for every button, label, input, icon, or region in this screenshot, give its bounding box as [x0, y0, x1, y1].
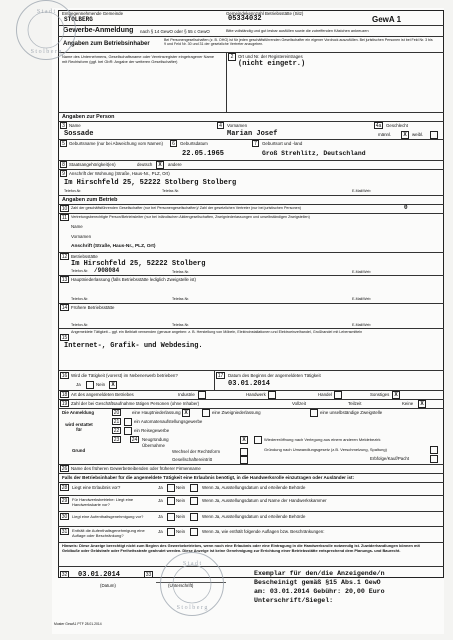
key-value: 05334032 — [228, 15, 262, 23]
q30-nein-checkbox[interactable] — [190, 513, 198, 521]
exemplar-line: Exemplar für den/die Anzeigende/n — [254, 570, 385, 577]
person-heading: Angaben zur Person — [62, 114, 115, 120]
key-label: Gemeindekennzahl Betriebsstätte (Sitz) — [226, 11, 304, 16]
nationality-de-checkbox[interactable]: X — [156, 161, 164, 169]
zweigniederlassung-label: eine Zweigniederlassung — [212, 410, 261, 415]
q31-ja: Ja — [158, 529, 163, 534]
gender-female-label: weibl. — [412, 132, 424, 137]
field12-phone-value: /908084 — [94, 267, 120, 274]
uebernahme-label: Übernahme — [142, 443, 165, 448]
form-id: GewA 1 — [372, 15, 402, 24]
field-number: 7 — [252, 140, 259, 147]
address-value: Im Hirschfeld 25, 52222 Stolberg Stolberg — [64, 179, 237, 187]
keine-checkbox[interactable]: X — [418, 400, 426, 408]
rechtsform-label: Wechsel der Rechtsform — [172, 449, 220, 454]
address-label: Anschrift der Wohnung (Straße, Haus-Nr., PLZ, Ort) — [69, 171, 170, 176]
neugruendung-checkbox[interactable]: X — [240, 436, 248, 444]
hauptniederlassung-label: eine Hauptniederlassung — [132, 410, 181, 415]
svg-text:S t o l b e r g: S t o l b e r g — [176, 605, 208, 611]
grund-label: Grund — [72, 448, 86, 453]
field1-sub: mit Rechtsform (ggf. bei GbR: Angabe der weiteren Gesellschafter) — [62, 59, 178, 64]
q31-nein-checkbox[interactable] — [190, 528, 198, 536]
surname-value: Sossade — [64, 130, 94, 138]
field15-label: Angemeldete Tätigkeit – ggf. ein Beiblatt verwenden (genaue angeben: z. B. Herstellung von Möbeln, Elektroinstallationen und Elektroeinzelhandel, Großhandel mit Lebensmitteln — [71, 330, 363, 334]
birthplace-value: Groß Strehlitz, Deutschland — [262, 150, 366, 157]
a30-label: Wenn Ja, Ausstellungsdatum und erteilende Behörde — [202, 514, 306, 519]
field14-fax-label: Telefax-Nr. — [172, 323, 190, 327]
field-number: 31 — [61, 529, 68, 535]
type-industrie: Industrie — [178, 392, 195, 397]
field2-value: (nicht eingetr.) — [238, 60, 306, 68]
nationality-label: Staatsangehörigkeit(en) — [69, 162, 116, 167]
permits-heading: Falls der Betriebsinhaber für die angemeldete Tätigkeit eine Erlaubnis benötigt, in die Handwerksrolle einzutragen oder Ausländer ist: — [62, 475, 355, 480]
neugruendung-label: Neugründung — [142, 437, 169, 442]
q29-ja: Ja — [158, 498, 163, 503]
birthplace-label: Geburtsort und -land — [262, 141, 303, 146]
form-note: Bitte vollständig und gut lesbar ausfüllen sowie die zutreffenden Kästchen ankreuzen — [226, 29, 369, 33]
field-number: 12 — [61, 254, 68, 260]
official-stamp-top — [16, 0, 76, 60]
field-number: 20 — [113, 410, 120, 416]
q28-nein: Nein — [176, 485, 186, 490]
a29-label: Wenn Ja, Ausstellungsdatum und Name der Handwerkskammer — [202, 498, 327, 503]
q28-nein-checkbox[interactable] — [190, 484, 198, 492]
nationality-de-label: deutsch — [137, 162, 153, 167]
field16-ja: Ja — [76, 382, 81, 387]
field-number: 23 — [113, 437, 120, 443]
type-handwerk: Handwerk — [246, 392, 266, 397]
field-number: 16 — [61, 373, 68, 379]
reisegewerbe-label: ein Reisegewerbe — [134, 428, 170, 433]
field16-nein-checkbox[interactable]: X — [109, 381, 117, 389]
field12-fax-label: Telefax-Nr. — [172, 270, 190, 274]
zweigniederlassung-checkbox[interactable] — [202, 409, 210, 417]
field-number: 17 — [217, 373, 224, 379]
field11-label: Vertretungsberechtigte Person/Betriebsleiter (nur bei inländischen Aktiengesellschaften, Zweigniederlassungen und unselbständigen Zweigstellen) — [71, 215, 310, 219]
field-number: 21 — [113, 419, 120, 425]
q28-label: Liegt eine Erlaubnis vor? — [72, 485, 121, 490]
a28-label: Wenn Ja, Ausstellungsdatum und erteilende Behörde — [202, 485, 306, 490]
field-number: 4a — [375, 123, 382, 129]
field15-value: Internet-, Grafik- und Webdesing. — [64, 342, 203, 350]
field12-value: Im Hirschfeld 25, 52222 Stolberg — [71, 260, 206, 268]
birthdate-value: 22.05.1965 — [182, 150, 225, 158]
print-info: Muster GewA1 PTF 28.01.2014 — [54, 622, 102, 626]
form-basis: nach § 14 GewO oder § 55 c GewO — [140, 29, 210, 34]
field-number: 28 — [61, 485, 68, 491]
firstname-label: Vornamen — [227, 123, 248, 128]
field17-value: 03.01.2014 — [228, 380, 271, 388]
surname-label: Name — [69, 123, 81, 128]
fax-label: Telefax-Nr. — [162, 189, 180, 193]
form-page — [30, 8, 444, 634]
field-number: 6 — [170, 140, 177, 147]
vollzeit-label: Vollzeit — [292, 401, 306, 406]
field16-nein: Nein — [96, 382, 106, 387]
field11-name-label: Name — [71, 224, 83, 229]
field16-label: Wird die Tätigkeit (vorerst) im Nebenerwerb betrieben? — [71, 373, 178, 378]
type-industrie-checkbox[interactable] — [198, 391, 206, 399]
field-number: 2 — [228, 53, 236, 61]
municipality-value: STOLBERG — [64, 16, 93, 23]
field-number: 26 — [61, 466, 68, 472]
gender-male-label: männl. — [378, 132, 392, 137]
umwandlung-label: Gründung nach Umwandlungsgesetz (z.B. Verschmelzung, Spaltung) — [264, 447, 387, 452]
q31-label: Enthält die Aufenthaltsgenehmigung eine Auflage oder Beschränkung? — [72, 528, 145, 538]
field2-label: Ort und Nr. der Registereintrages — [238, 54, 303, 59]
gender-label: Geschlecht — [386, 123, 408, 128]
section-note: Bei Personengesellschaften (z. B. OHG) ist für jeden geschäftsführenden Gesellschafter ein eigener Vordruck auszufüllen. Bei juristischen Personen ist bei Feld Nr. 3 bis 9 und Feld Nr. 30 und 31 der gesetzliche Vertreter anzugeben. — [164, 38, 433, 47]
hauptniederlassung-checkbox[interactable]: X — [182, 409, 190, 417]
type-sonstiges-checkbox[interactable]: X — [392, 391, 400, 399]
field17-label: Datum des Beginns der angemeldeten Tätigkeit — [228, 373, 321, 378]
field-number: 11 — [61, 215, 68, 221]
date-label: (Datum) — [100, 583, 116, 588]
exemplar-line: Unterschrift/Siegel: — [254, 597, 334, 604]
reisegewerbe-checkbox[interactable] — [124, 427, 132, 435]
q29-nein-checkbox[interactable] — [190, 497, 198, 505]
field-number: 13 — [61, 277, 68, 283]
field11-vornamen-label: Vornamen — [71, 234, 92, 239]
field13-fax-label: Telefax-Nr. — [172, 297, 190, 301]
field-number: 33 — [145, 572, 152, 578]
gesellschafter-checkbox[interactable] — [240, 456, 248, 464]
unselbst-zweig-checkbox[interactable] — [310, 409, 318, 417]
date-value: 03.01.2014 — [78, 571, 121, 579]
umwandlung-checkbox[interactable] — [430, 446, 438, 454]
field14-phone-label: Telefon-Nr. — [71, 323, 89, 327]
field1-label: Name des Unternehmens, Gesellschaftsname oder Vereinsregister eingetragener Name — [62, 54, 215, 59]
q30-ja: Ja — [158, 514, 163, 519]
q30-label: Liegt eine Aufenthaltsgenehmigung vor? — [72, 514, 144, 519]
field14-label: Frühere Betriebsstätte — [71, 305, 115, 310]
anmeldung-label: Die Anmeldung — [62, 410, 95, 415]
wiedereroeffnung-checkbox[interactable] — [254, 436, 262, 444]
field10-label: Zahl der geschäftsführenden Gesellschafter (nur bei Personengesellschaften)/ Zahl der gesetzlichen Vertreter (nur bei juristischen Personen) — [71, 206, 301, 210]
q30-nein: Nein — [176, 514, 186, 519]
birthdate-label: Geburtsdatum — [180, 141, 208, 146]
firstname-value: Marian Josef — [227, 130, 278, 138]
field13-email-label: E-Mail/Web — [352, 297, 371, 301]
q31-ja-checkbox[interactable] — [167, 528, 175, 536]
field10-value: 0 — [404, 204, 408, 211]
footer-hint: Hinweis: Diese Anzeige berechtigt nicht zum Beginn des Gewerbebetriebes, wenn noch eine Erlaubnis oder eine Eintragung in die Handwerksrolle notwendig ist. Zuwiderhandlungen können mit Geldbuße oder Geldstrafe oder Freiheitsstrafe geahndet werden. Diese Anzeige ist keine Genehmigung zur Errichtung einer Betriebsstätte entsprechend dem Planungs- und Baurecht. — [62, 543, 420, 553]
signature-label: (Unterschrift) — [168, 583, 194, 588]
email-label: E-Mail/Web — [352, 189, 371, 193]
field12-email-label: E-Mail/Web — [352, 270, 371, 274]
exemplar-line: Bescheinigt gemäß §15 Abs.1 GewO — [254, 579, 381, 586]
type-sonstiges: Sonstiges — [370, 392, 390, 397]
field12-label: Betriebsstätte — [71, 254, 98, 259]
field-number: 8 — [60, 161, 67, 168]
wiedereroeffnung-label: Wiedereröffnung nach Verlegung aus einem anderen Meldebezirk — [264, 437, 381, 442]
exemplar-box — [248, 568, 444, 608]
field-number: 5 — [60, 140, 67, 147]
automat-checkbox[interactable] — [124, 418, 132, 426]
q28-ja-checkbox[interactable] — [167, 484, 175, 492]
nationality-other-label: andere — [168, 162, 182, 167]
q29-ja-checkbox[interactable] — [167, 497, 175, 505]
field-number: 22 — [113, 428, 120, 434]
erbfolge-checkbox[interactable] — [430, 455, 438, 463]
keine-label: Keine — [402, 401, 414, 406]
automat-label: ein Automatenaufstellungsgewerbe — [134, 419, 203, 424]
field-number: 19 — [61, 401, 68, 407]
field12-phone-label: Telefon-Nr. — [71, 269, 89, 273]
field13-phone-label: Telefon-Nr. — [71, 297, 89, 301]
field-number: 18 — [61, 392, 68, 398]
a31-label: Wenn Ja, wie enthält folgende Auflagen bzw. Beschränkungen: — [202, 529, 325, 534]
wird-erstattet-label: wird erstattet für — [65, 422, 93, 432]
field19-label: Zahl der bei Geschäftsaufnahme tätigen Personen (ohne Inhaber) — [71, 401, 200, 406]
gesellschafter-label: Gesellschaftereintritt — [172, 457, 213, 462]
gender-female-checkbox[interactable] — [430, 131, 438, 139]
erbfolge-label: Erbfolge/Kauf/Pacht — [370, 456, 410, 461]
field-number: 30 — [61, 514, 68, 520]
section-title-owner: Angaben zum Betriebsinhaber — [63, 41, 150, 47]
q31-nein: Nein — [176, 529, 186, 534]
q28-ja: Ja — [158, 485, 163, 490]
field-number: 4 — [217, 122, 224, 129]
field-number: 29 — [61, 498, 68, 504]
field-number: 3 — [60, 122, 67, 129]
municipality-label: Entgegennehmende Gemeinde — [62, 11, 124, 16]
type-handel: Handel — [318, 392, 332, 397]
q29-label: Für Handwerksbetriebe: Liegt eine Handwerkskarte vor? — [72, 497, 134, 507]
q29-nein: Nein — [176, 498, 186, 503]
q30-ja-checkbox[interactable] — [167, 513, 175, 521]
phone-label: Telefon-Nr. — [64, 189, 82, 193]
form-title: Gewerbe-Anmeldung — [63, 27, 134, 34]
svg-text:S t o l b e r g: S t o l b e r g — [30, 49, 62, 55]
birthname-label: Geburtsname (nur bei Abweichung vom Namen) — [69, 141, 163, 146]
unselbst-zweig-label: eine unselbständige Zweigstelle — [320, 410, 383, 415]
field14-email-label: E-Mail/Web — [352, 323, 371, 327]
field-number: 9 — [60, 170, 67, 177]
teilzeit-label: Teilzeit — [348, 401, 362, 406]
gender-male-checkbox[interactable]: X — [401, 131, 409, 139]
type-handel-checkbox[interactable] — [334, 391, 342, 399]
form-frame — [58, 10, 444, 578]
field-number: 14 — [61, 305, 68, 311]
field-number: 32 — [61, 572, 68, 578]
svg-text:S t a d t: S t a d t — [36, 9, 56, 15]
field-number: 15 — [61, 335, 68, 341]
field-number: 24 — [131, 437, 138, 443]
rechtsform-checkbox[interactable] — [240, 448, 248, 456]
official-stamp-bottom — [160, 552, 224, 616]
field26-label: Name des früheren Gewerbetreibenden oder früherer Firmenname — [71, 466, 201, 471]
field13-label: Hauptniederlassung (falls Betriebsstätte lediglich Zweigstelle ist) — [71, 277, 196, 282]
field11-anschrift-label: Anschrift (Straße, Haus-Nr., PLZ, Ort) — [71, 244, 156, 249]
svg-text:S t a d t: S t a d t — [182, 561, 202, 567]
field18-label: Art des angemeldeten Betriebes — [71, 392, 134, 397]
exemplar-line: am: 03.01.2014 Gebühr: 20,00 Euro — [254, 588, 385, 595]
business-heading: Angaben zum Betrieb — [62, 197, 118, 203]
type-handwerk-checkbox[interactable] — [268, 391, 276, 399]
field16-ja-checkbox[interactable] — [86, 381, 94, 389]
field-number: 10 — [61, 206, 68, 212]
